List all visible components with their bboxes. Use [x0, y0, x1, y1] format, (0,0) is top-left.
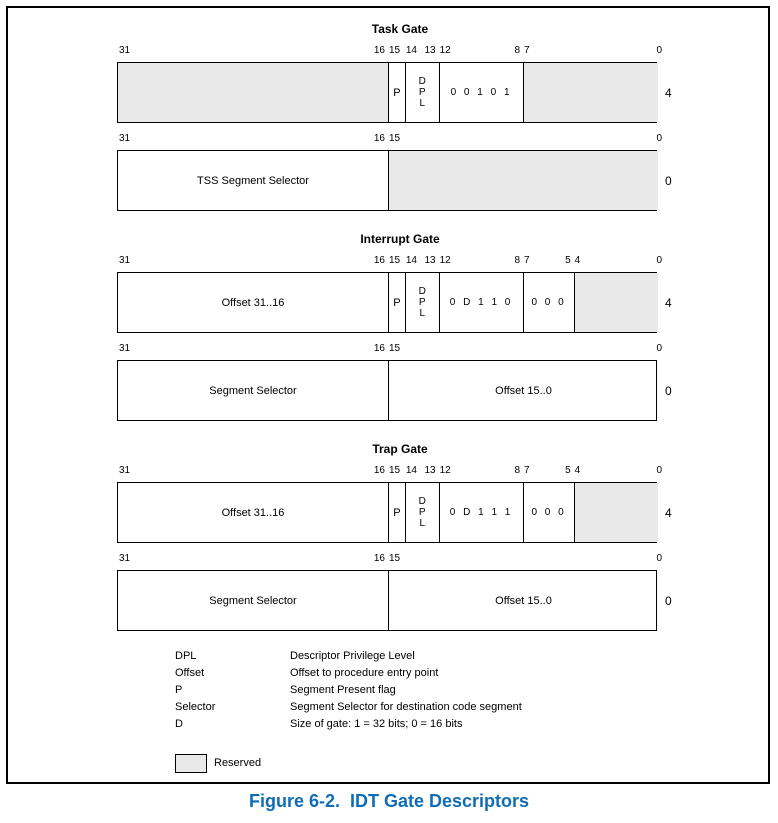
bit-number-label: 16	[373, 45, 385, 56]
stacked-letter: D	[418, 286, 426, 297]
bit-number-label: 0	[656, 255, 662, 266]
reserved-field	[118, 63, 388, 122]
bit-number-label: 15	[389, 133, 401, 144]
bit-number-label: 16	[373, 465, 385, 476]
bit-field: 0 D 1 1 0	[439, 273, 523, 332]
legend-term: Selector	[175, 701, 216, 713]
descriptor-word-box	[117, 570, 657, 631]
bit-number-label: 13	[424, 465, 436, 476]
bit-number-label: 12	[439, 465, 451, 476]
legend-definition: Offset to procedure entry point	[290, 667, 439, 679]
bit-number-label: 0	[656, 45, 662, 56]
bit-field	[405, 273, 439, 332]
bit-field: 0 0 0	[523, 273, 574, 332]
reserved-field	[574, 273, 658, 332]
bit-field: P	[388, 273, 405, 332]
stacked-letter: D	[418, 76, 426, 87]
bit-field: 0 0 0	[523, 483, 574, 542]
bit-number-label: 4	[574, 465, 581, 476]
bit-number-label: 15	[389, 45, 401, 56]
legend-definition: Size of gate: 1 = 32 bits; 0 = 16 bits	[290, 718, 463, 730]
word-offset-label: 0	[665, 383, 672, 398]
bit-number-label: 13	[424, 45, 436, 56]
bit-number-label: 15	[389, 465, 401, 476]
bit-number-label: 13	[424, 255, 436, 266]
descriptor-word-box	[117, 482, 657, 543]
bit-field: Offset 15..0	[388, 571, 658, 630]
bit-number-label: 31	[119, 465, 131, 476]
stacked-letter: L	[419, 98, 426, 109]
word-offset-label: 4	[665, 505, 672, 520]
legend-definition: Descriptor Privilege Level	[290, 650, 415, 662]
bit-number-label: 31	[119, 255, 131, 266]
bit-field: P	[388, 483, 405, 542]
reserved-swatch-label: Reserved	[214, 757, 262, 769]
descriptor-word-box	[117, 150, 657, 211]
reserved-field	[388, 151, 658, 210]
bit-number-label: 7	[524, 255, 530, 266]
legend-term: P	[175, 684, 183, 696]
stacked-letter: P	[418, 297, 426, 308]
bit-number-label: 16	[373, 133, 385, 144]
bit-number-label: 14	[405, 465, 417, 476]
descriptor-word-box	[117, 360, 657, 421]
stacked-letter: L	[419, 308, 426, 319]
bit-number-label: 7	[524, 465, 530, 476]
bit-number-label: 0	[656, 465, 662, 476]
bit-number-label: 5	[565, 255, 571, 266]
legend-term: D	[175, 718, 183, 730]
stacked-letter: D	[418, 496, 426, 507]
bit-number-label: 0	[656, 133, 662, 144]
bit-number-label: 8	[514, 255, 520, 266]
bit-number-label: 31	[119, 343, 131, 354]
bit-field: Segment Selector	[209, 594, 297, 607]
bit-number-label: 0	[656, 343, 662, 354]
bit-number-label: 12	[439, 255, 451, 266]
bit-field	[405, 483, 439, 542]
bit-number-label: 31	[119, 553, 131, 564]
bit-number-label: 14	[405, 255, 417, 266]
bit-number-label: 31	[119, 45, 131, 56]
bit-field: Offset 31..16	[221, 506, 285, 519]
word-offset-label: 4	[665, 295, 672, 310]
word-offset-label: 0	[665, 173, 672, 188]
bit-field: 0 0 1 0 1	[439, 63, 523, 122]
bit-number-label: 0	[656, 553, 662, 564]
stacked-letter: L	[419, 518, 426, 529]
bit-number-label: 31	[119, 133, 131, 144]
bit-number-label: 15	[389, 343, 401, 354]
stacked-letter: P	[418, 507, 426, 518]
gate-title: Trap Gate	[372, 442, 428, 456]
descriptor-word-box	[117, 272, 657, 333]
word-offset-label: 4	[665, 85, 672, 100]
bit-field: Offset 31..16	[221, 296, 285, 309]
bit-field: TSS Segment Selector	[197, 174, 309, 187]
word-offset-label: 0	[665, 593, 672, 608]
reserved-swatch	[175, 754, 207, 773]
gate-title: Task Gate	[371, 22, 429, 36]
bit-field: 0 D 1 1 1	[439, 483, 523, 542]
bit-number-label: 16	[373, 255, 385, 266]
legend-definition: Segment Present flag	[290, 684, 396, 696]
bit-number-label: 16	[373, 343, 385, 354]
bit-number-label: 8	[514, 45, 520, 56]
reserved-field	[574, 483, 658, 542]
stacked-letter: P	[418, 87, 426, 98]
bit-number-label: 12	[439, 45, 451, 56]
bit-number-label: 16	[373, 553, 385, 564]
bit-field: Offset 15..0	[388, 361, 658, 420]
legend-term: DPL	[175, 650, 197, 662]
bit-number-label: 15	[389, 553, 401, 564]
descriptor-word-box	[117, 62, 657, 123]
bit-field: Segment Selector	[209, 384, 297, 397]
bit-number-label: 7	[524, 45, 530, 56]
legend-term: Offset	[175, 667, 205, 679]
reserved-field	[523, 63, 658, 122]
bit-number-label: 15	[389, 255, 401, 266]
bit-number-label: 5	[565, 465, 571, 476]
bit-field: P	[388, 63, 405, 122]
bit-field	[405, 63, 439, 122]
bit-number-label: 4	[574, 255, 581, 266]
figure-caption: Figure 6-2. IDT Gate Descriptors	[248, 791, 530, 811]
bit-number-label: 8	[514, 465, 520, 476]
gate-title: Interrupt Gate	[360, 232, 440, 246]
bit-number-label: 14	[405, 45, 417, 56]
legend-definition: Segment Selector for destination code segment	[290, 701, 522, 713]
